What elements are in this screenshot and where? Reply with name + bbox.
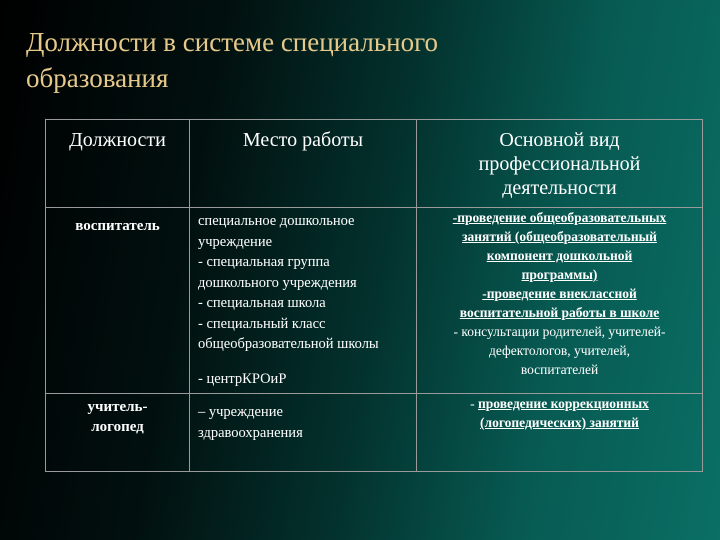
- title-line-1: Должности в системе специального: [26, 27, 438, 57]
- positions-table: [45, 119, 703, 472]
- header-positions: Должности: [46, 120, 190, 208]
- position-cell: воспитатель: [46, 208, 190, 394]
- title-line-2: образования: [26, 63, 169, 93]
- position-cell: учитель- логопед: [46, 394, 190, 472]
- header-activity: Основной вид профессиональной деятельности: [417, 120, 703, 208]
- header-workplace: Место работы: [190, 120, 417, 208]
- table-row: [46, 208, 703, 394]
- activity-cell: -проведение общеобразовательных занятий (общеобразовательный компонент дошкольной программы) -проведение внеклассной воспитательной работы в школе - консультации родителей, учителей- дефектологов, учителей, воспитателей: [417, 208, 703, 394]
- activity-cell: - проведение коррекционных (логопедических) занятий: [417, 394, 703, 472]
- table-header-row: [46, 120, 703, 208]
- workplace-cell: специальное дошкольное учреждение - специальная группа дошкольного учреждения - специальная школа - специальный класс общеобразовательной школы - центрКРОиР: [190, 208, 417, 394]
- workplace-cell: – учреждение здравоохранения: [190, 394, 417, 472]
- table-row: [46, 394, 703, 472]
- slide-title: [26, 24, 696, 96]
